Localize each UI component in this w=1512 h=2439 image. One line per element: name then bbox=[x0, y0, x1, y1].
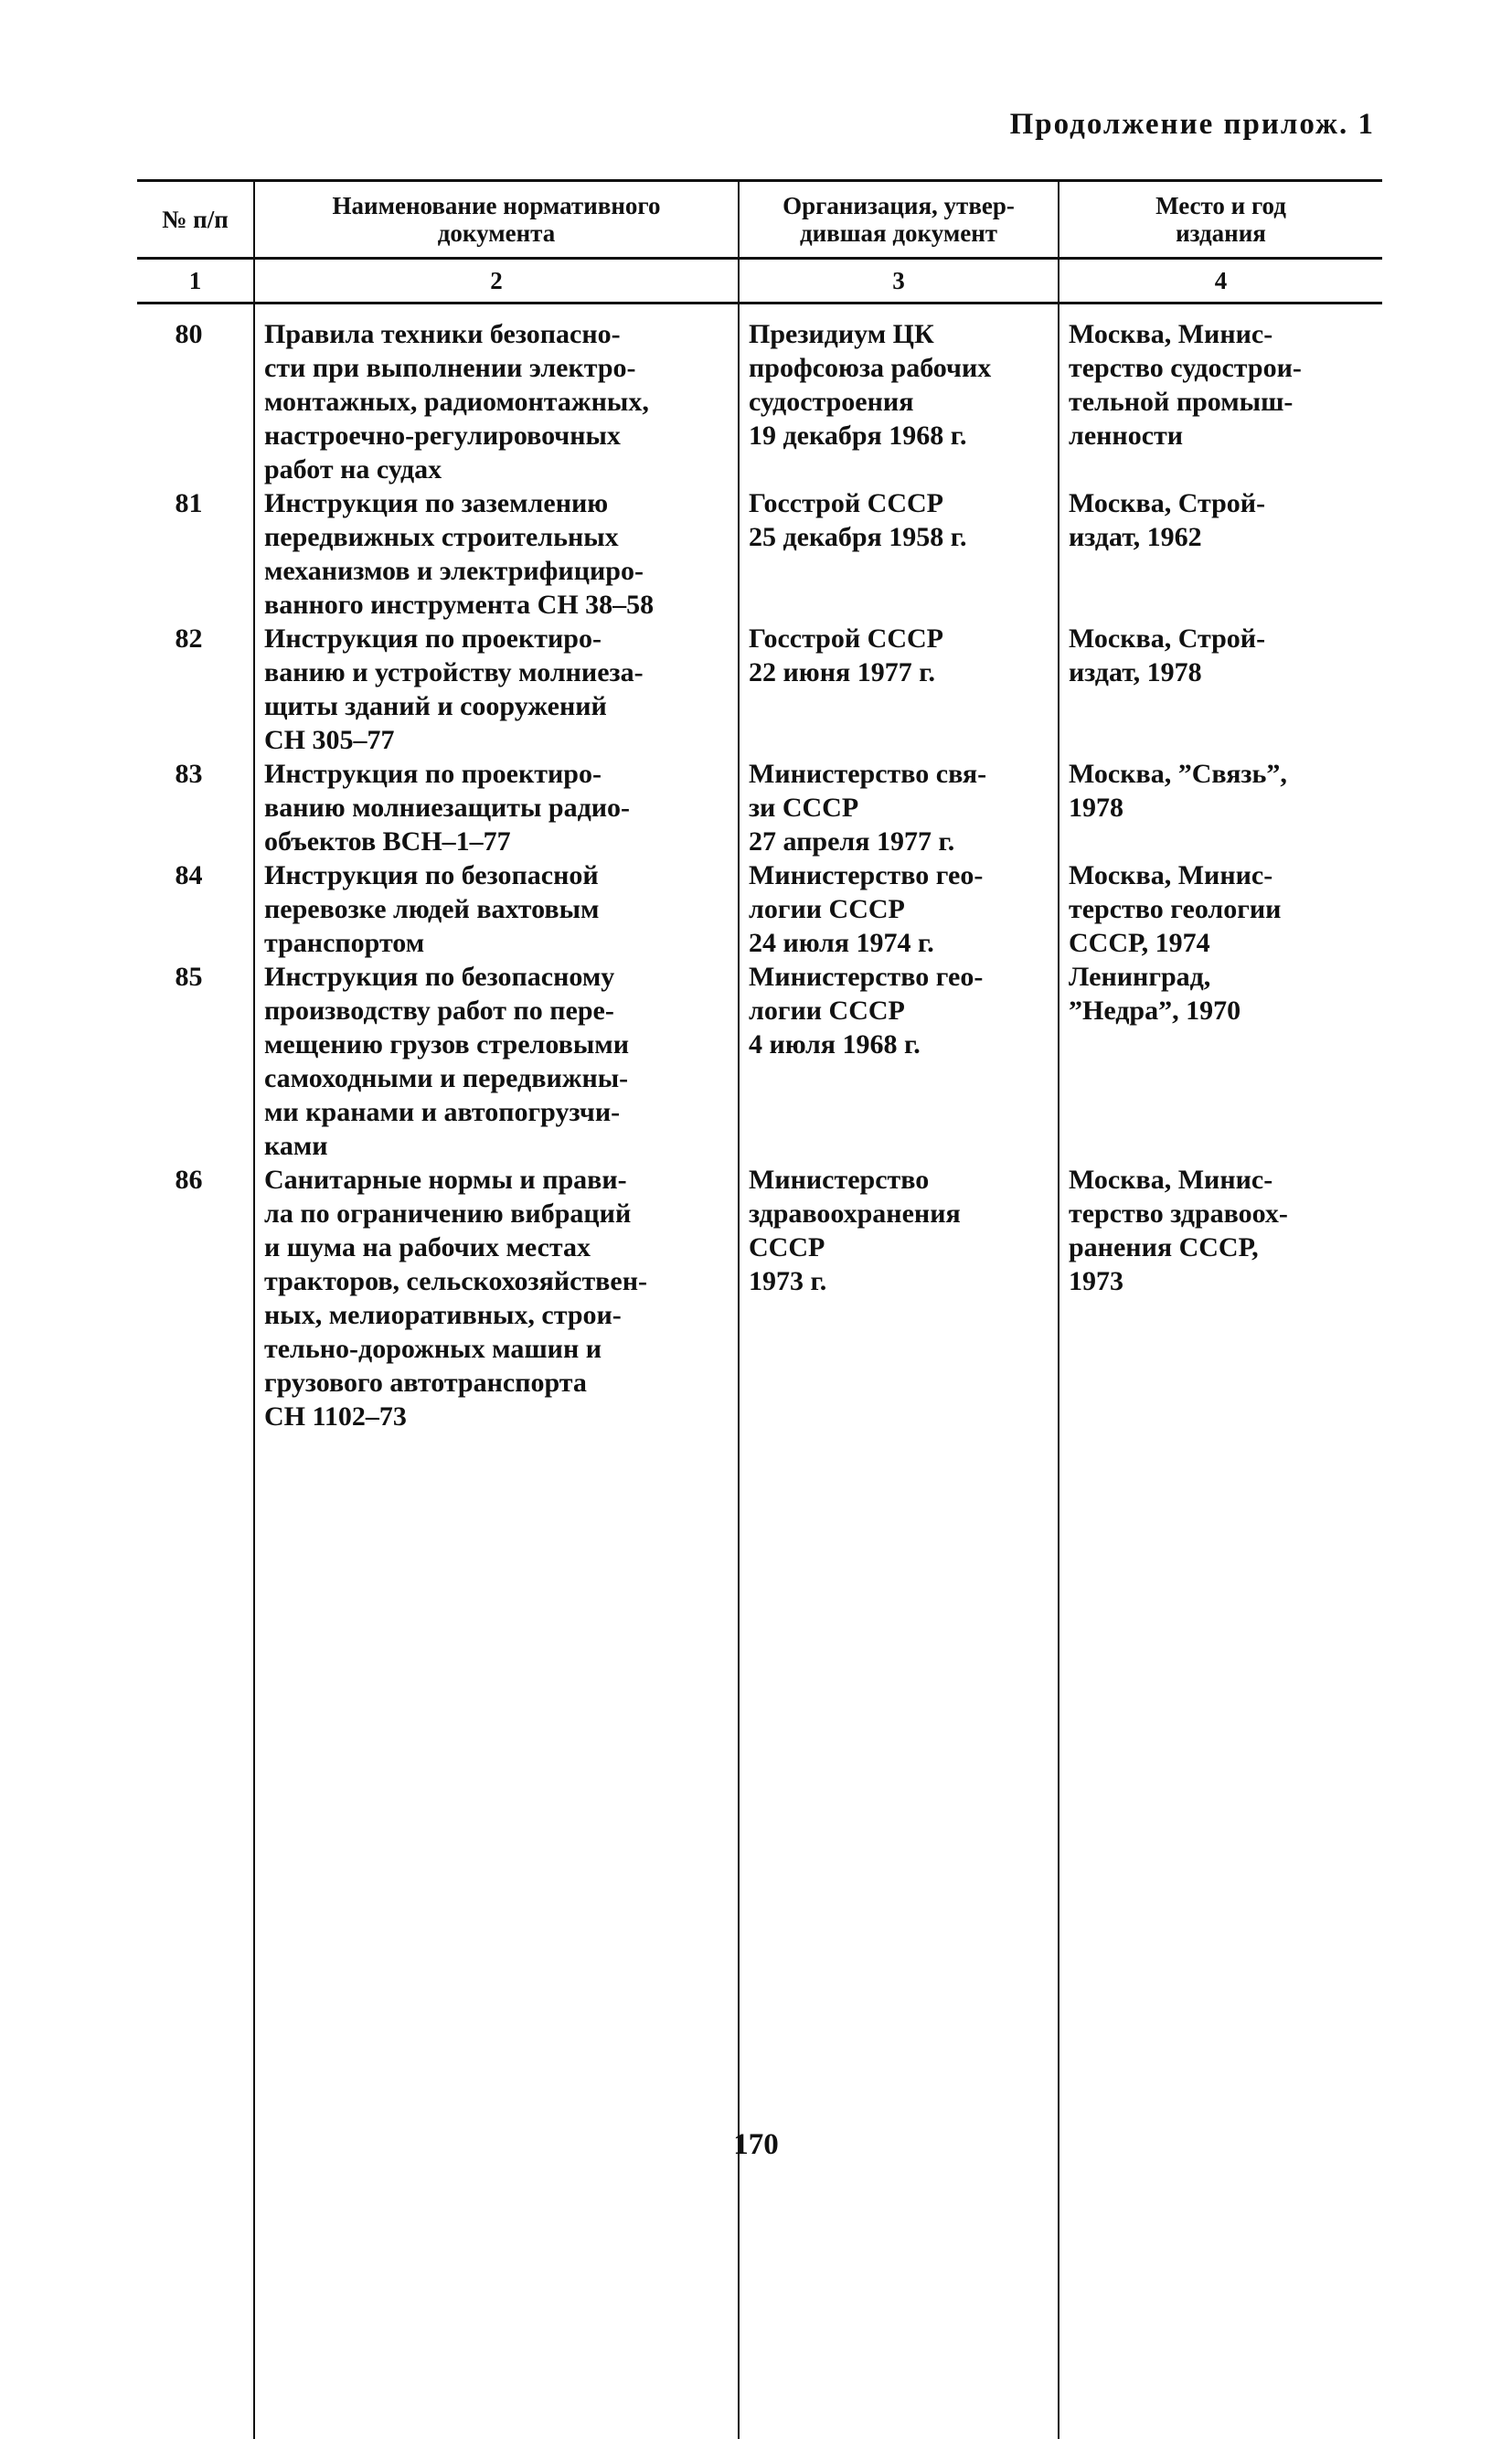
publication-place-year bbox=[1059, 304, 1382, 487]
document-name-text: Инструкция по безопасной перевозке людей вахтовым транспортом bbox=[264, 858, 729, 960]
publication-place-year-text: Москва, Минис- терство здравоох- ранения СССР, 1973 bbox=[1069, 1163, 1373, 1298]
publication-place-year-text: Ленинград, ”Недра”, 1970 bbox=[1069, 960, 1373, 1028]
publication-place-year-text: Москва, Минис- терство геологии СССР, 1974 bbox=[1069, 858, 1373, 960]
column-header-document-name: Наименование нормативного документа bbox=[254, 181, 739, 259]
page-header: Продолжение прилож. 1 bbox=[1010, 108, 1375, 142]
column-header-number: № п/п bbox=[137, 181, 254, 259]
approving-organization bbox=[739, 304, 1059, 487]
approving-organization-text: Министерство гео- логии СССР 4 июля 1968 г. bbox=[749, 960, 1049, 1061]
row-number-text: 81 bbox=[146, 486, 231, 520]
publication-place-year-text: Москва, Строй- издат, 1962 bbox=[1069, 486, 1373, 554]
table-header-row bbox=[137, 181, 1382, 259]
row-number bbox=[137, 486, 254, 622]
document-name-text: Инструкция по безопасному производству работ по пере- мещению грузов стреловыми самоходными и передвижны- ми кранами и автопогрузчи- ками bbox=[264, 960, 729, 1163]
approving-organization bbox=[739, 960, 1059, 1163]
document-name-text: Инструкция по проектиро- ванию молниезащиты радио- объектов ВСН–1–77 bbox=[264, 757, 729, 858]
document-name-text: Инструкция по заземлению передвижных строительных механизмов и электрифициро- ванного инструмента СН 38–58 bbox=[264, 486, 729, 622]
approving-organization bbox=[739, 757, 1059, 858]
column-number: 2 bbox=[254, 259, 739, 304]
table-row bbox=[137, 960, 1382, 1163]
row-number-text: 80 bbox=[146, 317, 231, 351]
publication-place-year bbox=[1059, 960, 1382, 1163]
page-number: 170 bbox=[0, 2128, 1512, 2162]
publication-place-year bbox=[1059, 757, 1382, 858]
row-number-text: 85 bbox=[146, 960, 231, 994]
row-number bbox=[137, 757, 254, 858]
table-filler-row bbox=[137, 1433, 1382, 2439]
approving-organization bbox=[739, 1163, 1059, 1433]
approving-organization bbox=[739, 486, 1059, 622]
document-name bbox=[254, 757, 739, 858]
row-number-text: 82 bbox=[146, 622, 231, 655]
column-header-organization: Организация, утвер- дившая документ bbox=[739, 181, 1059, 259]
approving-organization-text: Министерство свя- зи СССР 27 апреля 1977 г. bbox=[749, 757, 1049, 858]
publication-place-year-text: Москва, ”Связь”, 1978 bbox=[1069, 757, 1373, 825]
document-name-text: Правила техники безопасно- сти при выполнении электро- монтажных, радиомонтажных, настроечно-регулировочных работ на судах bbox=[264, 317, 729, 486]
row-number bbox=[137, 304, 254, 487]
table-row bbox=[137, 486, 1382, 622]
document-name bbox=[254, 960, 739, 1163]
publication-place-year-text: Москва, Минис- терство судострои- тельной промыш- ленности bbox=[1069, 317, 1373, 453]
table-row bbox=[137, 304, 1382, 487]
row-number bbox=[137, 622, 254, 757]
regulations-table bbox=[137, 179, 1382, 2439]
row-number-text: 84 bbox=[146, 858, 231, 892]
row-number bbox=[137, 960, 254, 1163]
approving-organization-text: Министерство гео- логии СССР 24 июля 1974 г. bbox=[749, 858, 1049, 960]
document-name bbox=[254, 622, 739, 757]
document-name bbox=[254, 486, 739, 622]
column-numbers-row bbox=[137, 259, 1382, 304]
publication-place-year bbox=[1059, 1163, 1382, 1433]
table-row bbox=[137, 757, 1382, 858]
approving-organization-text: Госстрой СССР 22 июня 1977 г. bbox=[749, 622, 1049, 689]
column-number: 4 bbox=[1059, 259, 1382, 304]
document-name-text: Инструкция по проектиро- ванию и устройству молниеза- щиты зданий и сооружений СН 305–77 bbox=[264, 622, 729, 757]
publication-place-year bbox=[1059, 858, 1382, 960]
column-number: 1 bbox=[137, 259, 254, 304]
publication-place-year bbox=[1059, 622, 1382, 757]
document-name bbox=[254, 858, 739, 960]
document-name bbox=[254, 1163, 739, 1433]
publication-place-year-text: Москва, Строй- издат, 1978 bbox=[1069, 622, 1373, 689]
column-header-place-year: Место и год издания bbox=[1059, 181, 1382, 259]
table-body bbox=[137, 304, 1382, 2439]
approving-organization-text: Госстрой СССР 25 декабря 1958 г. bbox=[749, 486, 1049, 554]
row-number bbox=[137, 1163, 254, 1433]
approving-organization-text: Президиум ЦК профсоюза рабочих судостроения 19 декабря 1968 г. bbox=[749, 317, 1049, 453]
table-row bbox=[137, 1163, 1382, 1433]
approving-organization-text: Министерство здравоохранения СССР 1973 г. bbox=[749, 1163, 1049, 1298]
approving-organization bbox=[739, 858, 1059, 960]
document-name bbox=[254, 304, 739, 487]
row-number-text: 86 bbox=[146, 1163, 231, 1197]
table-row bbox=[137, 858, 1382, 960]
publication-place-year bbox=[1059, 486, 1382, 622]
column-number: 3 bbox=[739, 259, 1059, 304]
approving-organization bbox=[739, 622, 1059, 757]
table-row bbox=[137, 622, 1382, 757]
row-number-text: 83 bbox=[146, 757, 231, 791]
document-name-text: Санитарные нормы и прави- ла по ограничению вибраций и шума на рабочих местах тракторов, сельскохозяйствен- ных, мелиоративных, строи- тельно-дорожных машин и грузового автотранспорта СН 1102–73 bbox=[264, 1163, 729, 1433]
row-number bbox=[137, 858, 254, 960]
